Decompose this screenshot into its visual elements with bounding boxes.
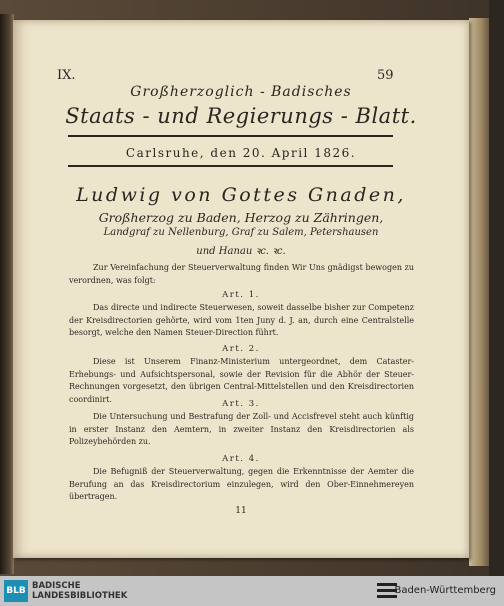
page-edges bbox=[469, 18, 489, 566]
page-number: 59 bbox=[377, 68, 394, 83]
article-2-heading: Art. 2. bbox=[222, 344, 260, 354]
section-label: IX. bbox=[57, 68, 76, 83]
article-2-text: Diese ist Unserem Finanz-Ministerium untergeordnet, dem Cataster-Erhebungs- und Aufsichtspersonal, sowie der Revision für die Abhör der Steuer-Rechnungen vorgesetzt, den übrigen Central-Mittelstellen und den Kreisdirectorien coordinirt. bbox=[69, 357, 414, 404]
intro-paragraph: Zur Vereinfachung der Steuerverwaltung finden Wir Uns gnädigst bewogen zu verordnen, was folgt: bbox=[69, 263, 414, 285]
scan-background bbox=[489, 0, 504, 576]
decree-title-line2: Großherzog zu Baden, Herzog zu Zähringen, bbox=[98, 210, 384, 225]
article-3-heading: Art. 3. bbox=[222, 399, 260, 409]
decree-title-line4: und Hanau ꝛc. ꝛc. bbox=[196, 246, 286, 257]
article-1-text: Das directe und indirecte Steuerwesen, soweit dasselbe bisher zur Competenz der Kreisdirectorien gehörte, wird vom 1ten Juny d. J. an, durch eine Centralstelle besorgt, welche den Namen Steuer-Direction führt. bbox=[69, 303, 414, 338]
article-4-heading: Art. 4. bbox=[222, 454, 260, 464]
document-page bbox=[13, 20, 469, 558]
library-name-line1: BADISCHE bbox=[32, 581, 81, 591]
masthead-subtitle: Großherzoglich - Badisches bbox=[130, 84, 352, 100]
library-name[interactable] bbox=[32, 581, 127, 601]
library-name-line2: LANDESBIBLIOTHEK bbox=[32, 591, 128, 601]
masthead-rule-bottom bbox=[68, 165, 393, 167]
masthead-title: Staats - und Regierungs - Blatt. bbox=[65, 104, 417, 128]
blb-logo[interactable]: BLB bbox=[4, 580, 28, 602]
dateline: Carlsruhe, den 20. April 1826. bbox=[125, 146, 357, 160]
footer-bar bbox=[0, 576, 504, 606]
masthead-rule-top bbox=[68, 135, 393, 137]
book-binding bbox=[0, 14, 14, 574]
article-1-heading: Art. 1. bbox=[222, 290, 260, 300]
article-3-text: Die Untersuchung und Bestrafung der Zoll- und Accisfrevel steht auch künftig in erster Instanz den Aemtern, in zweiter Instanz den Kreisdirectorien als Polizeybehörden zu. bbox=[69, 412, 414, 447]
decree-title-line3: Landgraf zu Nellenburg, Graf zu Salem, Petershausen bbox=[103, 227, 379, 238]
article-4-text: Die Befugniß der Steuerverwaltung, gegen die Erkenntnisse der Aemter die Berufung an das Kreisdirectorium einzulegen, wird den Ober-Einnehmereyen übertragen. bbox=[69, 467, 414, 502]
signature-mark: 11 bbox=[235, 506, 247, 516]
state-name[interactable]: Baden-Württemberg bbox=[394, 585, 496, 596]
decree-title: Ludwig von Gottes Gnaden, bbox=[76, 184, 406, 206]
